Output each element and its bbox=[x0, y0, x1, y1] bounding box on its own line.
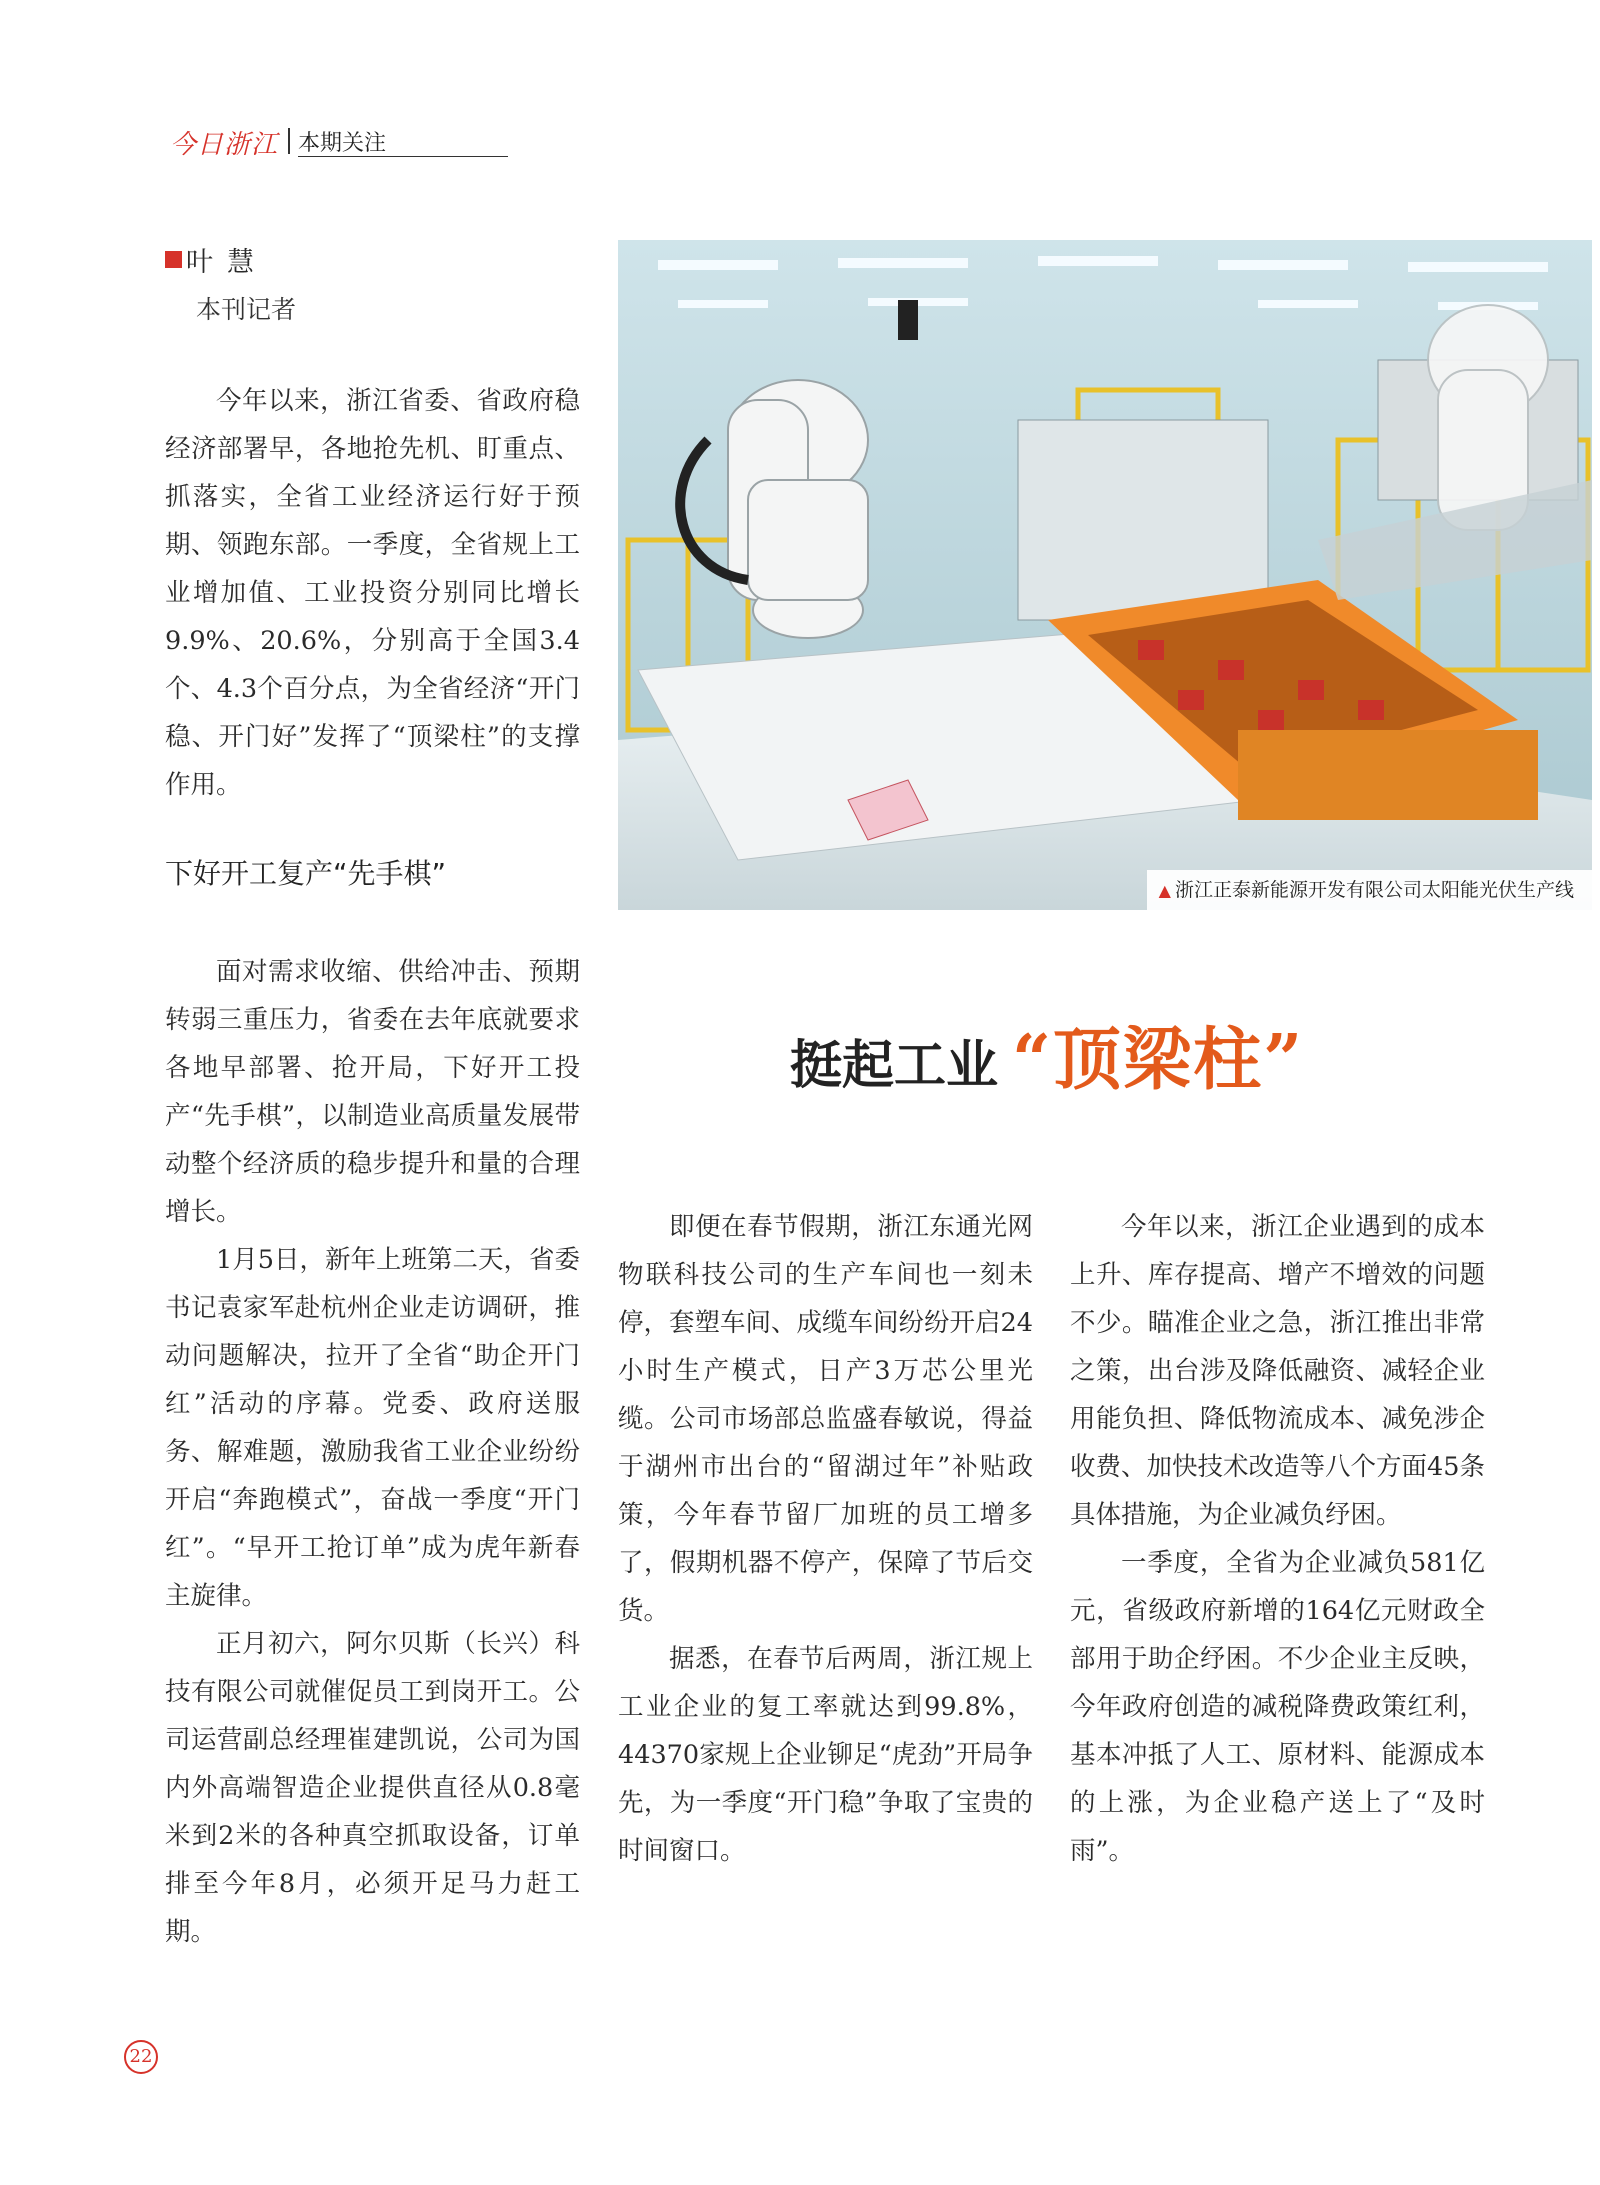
left-column bbox=[165, 948, 580, 1956]
factory-photo bbox=[618, 240, 1592, 910]
middle-column bbox=[618, 1203, 1033, 1875]
article-headline bbox=[790, 1006, 1305, 1100]
author-role: 本刊记者 bbox=[196, 295, 297, 324]
masthead-separator bbox=[288, 128, 290, 154]
red-square-icon bbox=[165, 251, 182, 268]
caption-triangle-icon: ▲ bbox=[1158, 881, 1171, 900]
intro-column bbox=[165, 377, 580, 809]
paragraph: 正月初六，阿尔贝斯（长兴）科技有限公司就催促员工到岗开工。公司运营副总经理崔建凯说，公司为国内外高端智造企业提供直径从0.8毫米到2米的各种真空抓取设备，订单排至今年8月，必须开足马力赶工期。 bbox=[165, 1629, 580, 1947]
subhead: 下好开工复产“先手棋” bbox=[165, 857, 447, 890]
headline-part-1: 挺起工业 bbox=[790, 1035, 999, 1096]
masthead bbox=[170, 124, 510, 160]
paragraph: 今年以来，浙江企业遇到的成本上升、库存提高、增产不增效的问题不少。瞄准企业之急，浙江推出非常之策，出台涉及降低融资、减轻企业用能负担、降低物流成本、减免涉企收费、加快技术改造等八个方面45条具体措施，为企业减负纾困。 bbox=[1070, 1212, 1485, 1530]
paragraph: 一季度，全省为企业减负581亿元，省级政府新增的164亿元财政全部用于助企纾困。不少企业主反映，今年政府创造的减税降费政策红利，基本冲抵了人工、原材料、能源成本的上涨，为企业稳产送上了“及时雨”。 bbox=[1070, 1548, 1485, 1866]
right-column bbox=[1070, 1203, 1485, 1875]
headline-part-2: “顶梁柱” bbox=[1012, 1020, 1305, 1100]
masthead-rule bbox=[298, 156, 508, 157]
paragraph: 即便在春节假期，浙江东通光网物联科技公司的生产车间也一刻未停，套塑车间、成缆车间纷纷开启24小时生产模式，日产3万芯公里光缆。公司市场部总监盛春敏说，得益于湖州市出台的“留湖过年”补贴政策，今年春节留厂加班的员工增多了，假期机器不停产，保障了节后交货。 bbox=[618, 1212, 1033, 1626]
page-number: 22 bbox=[124, 2040, 158, 2074]
author-name: 叶慧 bbox=[186, 247, 268, 278]
section-label: 本期关注 bbox=[298, 131, 387, 156]
intro-paragraph: 今年以来，浙江省委、省政府稳经济部署早，各地抢先机、盯重点、抓落实，全省工业经济运行好于预期、领跑东部。一季度，全省规上工业增加值、工业投资分别同比增长9.9%、20.6%，分别高于全国3.4个、4.3个百分点，为全省经济“开门稳、开门好”发挥了“顶梁柱”的支撑作用。 bbox=[165, 386, 580, 800]
paragraph: 1月5日，新年上班第二天，省委书记袁家军赴杭州企业走访调研，推动问题解决，拉开了全省“助企开门红”活动的序幕。党委、政府送服务、解难题，激励我省工业企业纷纷开启“奔跑模式”，奋战一季度“开门红”。“早开工抢订单”成为虎年新春主旋律。 bbox=[165, 1245, 580, 1611]
caption-text: 浙江正泰新能源开发有限公司太阳能光伏生产线 bbox=[1174, 879, 1574, 901]
factory-photo-illustration bbox=[618, 240, 1592, 910]
photo-caption bbox=[1147, 870, 1592, 910]
paragraph: 面对需求收缩、供给冲击、预期转弱三重压力，省委在去年底就要求各地早部署、抢开局，下好开工投产“先手棋”，以制造业高质量发展带动整个经济质的稳步提升和量的合理增长。 bbox=[165, 957, 580, 1227]
byline-author bbox=[165, 240, 268, 279]
magazine-logo: 今日浙江 bbox=[170, 130, 279, 160]
paragraph: 据悉，在春节后两周，浙江规上工业企业的复工率就达到99.8%，44370家规上企业铆足“虎劲”开局争先，为一季度“开门稳”争取了宝贵的时间窗口。 bbox=[618, 1644, 1033, 1866]
